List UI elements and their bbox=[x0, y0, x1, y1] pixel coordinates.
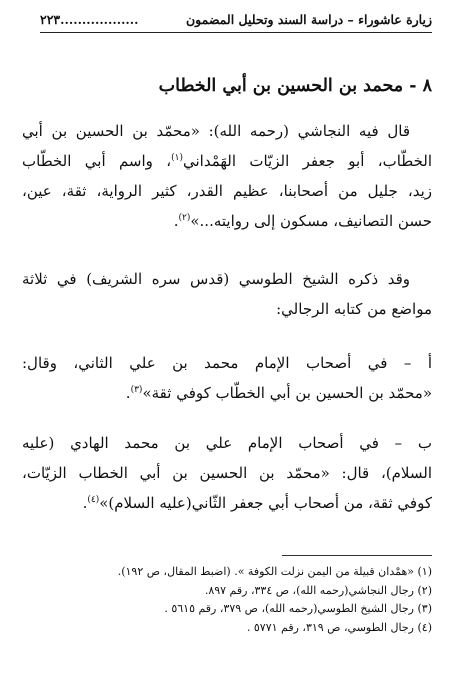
text-line: ب – في أصحاب الإمام علي بن محمد الهادي (عليه bbox=[22, 434, 432, 452]
footnote-ref-3: (٣) bbox=[130, 385, 143, 395]
footnote-3: (٣) رجال الشيخ الطوسي(رحمه الله)، ص ٣٧٩، رقم ٥٦١٥ . bbox=[164, 602, 432, 615]
text-line: زيد، جليل من أصحابنا، عظيم القدر، كثير الرواية، ثقة، عين، bbox=[22, 182, 432, 200]
text-line bbox=[22, 488, 432, 518]
footnote-ref-2: (٢) bbox=[178, 213, 191, 223]
page-number: ٢٢٣ bbox=[40, 12, 61, 27]
paragraph-najashi bbox=[22, 116, 432, 236]
text-line: السلام)، قال: «محمّد بن الحسين بن أبي الخطاب الزيّات، bbox=[22, 464, 432, 482]
text-line bbox=[22, 146, 432, 176]
running-title: زيارة عاشوراء – دراسة السند وتحليل المضمون bbox=[185, 12, 432, 27]
text-segment: حسن التصانيف، مسكون إلى روايته...» bbox=[190, 212, 432, 230]
text-segment: «محمّد بن الحسين بن أبي الخطّاب كوفي ثقة» bbox=[142, 384, 432, 402]
leader-dots: .................. bbox=[60, 12, 139, 27]
footnote-1: (١) «همْدان قبيلة من اليمن نزلت الكوفة ». (اضبط المقال، ص ١٩٢). bbox=[117, 565, 432, 578]
running-dots-and-page-number bbox=[40, 8, 139, 32]
text-line: أ – في أصحاب الإمام محمد بن علي الثاني، وقال: bbox=[22, 354, 432, 372]
paragraph-tusi-intro bbox=[22, 264, 432, 324]
text-segment: . bbox=[82, 494, 88, 512]
footnote-ref-1: (١) bbox=[171, 153, 183, 163]
text-segment: ، واسم أبي الخطّاب bbox=[22, 152, 172, 170]
footnote-separator bbox=[282, 555, 432, 556]
footnote-2: (٢) رجال النجاشي(رحمه الله)، ص ٣٣٤، رقم ٨٩٧. bbox=[204, 583, 432, 597]
text-segment: . bbox=[125, 384, 131, 402]
text-segment: كوفي ثقة، من أصحاب أبي جعفر الثّاني(عليه السلام)» bbox=[99, 494, 432, 512]
paragraph-item-a bbox=[22, 348, 432, 408]
paragraph-item-b bbox=[22, 428, 432, 518]
text-line bbox=[22, 378, 432, 408]
text-line: وقد ذكره الشيخ الطوسي (قدس سره الشريف) في ثلاثة bbox=[22, 270, 410, 288]
footnote-ref-4: (٤) bbox=[87, 495, 100, 505]
text-line bbox=[22, 206, 432, 236]
text-segment: . bbox=[173, 212, 179, 230]
footnotes bbox=[22, 563, 432, 637]
text-segment: الخطّاب، أبو جعفر الزيّات الهَمْداني bbox=[182, 152, 433, 170]
footnote-4: (٤) رجال الطوسي، ص ٣١٩، رقم ٥٧٧١ . bbox=[246, 620, 432, 634]
section-heading: ٨ - محمد بن الحسين بن أبي الخطاب bbox=[158, 76, 432, 96]
running-header bbox=[40, 8, 432, 33]
text-line: قال فيه النجاشي (رحمه الله): «محمّد بن الحسين بن أبي bbox=[22, 122, 410, 140]
text-line: مواضع من كتابه الرجالي: bbox=[276, 300, 432, 318]
